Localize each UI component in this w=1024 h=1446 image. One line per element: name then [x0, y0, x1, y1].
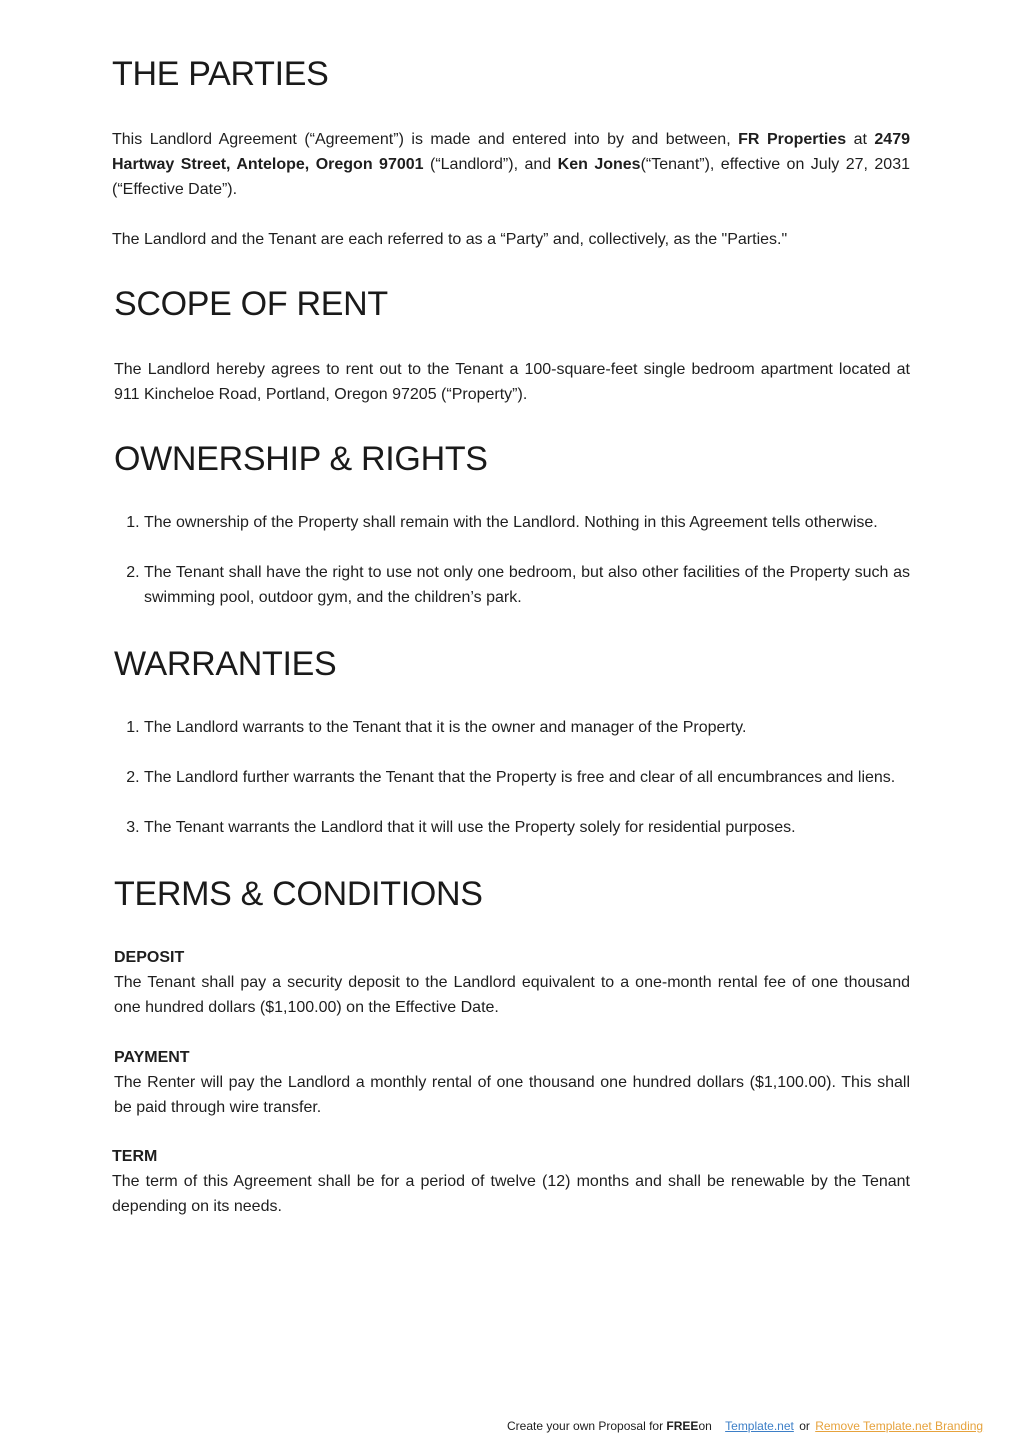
landlord-name: FR Properties: [738, 130, 847, 148]
section-warranties: [114, 644, 910, 840]
scope-text: The Landlord hereby agrees to rent out to the Tenant a 100-square-feet single bedroom apartment located at 911 Kincheloe Road, Portland, Oregon 97205 (“Property”).: [114, 360, 910, 403]
footer-or: or: [799, 1419, 810, 1433]
list-item: 1. The ownership of the Property shall remain with the Landlord. Nothing in this Agreement tells otherwise.: [144, 510, 910, 535]
template-net-link[interactable]: Template.net: [725, 1419, 794, 1433]
payment-text: The Renter will pay the Landlord a monthly rental of one thousand one hundred dollars ($1,100.00). This shall be paid through wire transfer.: [114, 1073, 910, 1116]
section-ownership: [114, 439, 910, 610]
warranties-heading: WARRANTIES: [114, 645, 337, 683]
ownership-heading: OWNERSHIP & RIGHTS: [114, 440, 488, 478]
section-terms: [114, 874, 910, 1120]
section-term: [112, 1144, 910, 1219]
scope-heading: SCOPE OF RENT: [114, 285, 388, 323]
term-title: TERM: [112, 1148, 158, 1165]
tenant-name: Ken Jones: [557, 155, 641, 173]
intro-text-4: (“Tenant”), effective on July 27, 2031 (“Effective Date”).: [112, 155, 911, 198]
list-item: 2. The Tenant shall have the right to use not only one bedroom, but also other facilities of the Property such as swimming pool, outdoor gym, and the children’s park.: [144, 560, 910, 610]
warranties-list: [114, 715, 910, 840]
intro-text-2: at: [846, 130, 875, 148]
ownership-list: [114, 510, 910, 610]
parties-sentence: The Landlord and the Tenant are each referred to as a “Party” and, collectively, as the "Parties.": [112, 230, 788, 248]
section-parties: [112, 54, 910, 252]
branding-footer: [507, 1419, 983, 1433]
payment-title: PAYMENT: [114, 1048, 190, 1066]
footer-prefix: Create your own Proposal for: [507, 1419, 667, 1433]
deposit-title: DEPOSIT: [114, 948, 185, 966]
parties-intro-paragraph: [112, 127, 910, 202]
list-item: 1. The Landlord warrants to the Tenant that it is the owner and manager of the Property.: [144, 715, 910, 740]
landlord-address: 2479 Hartway Street, Antelope, Oregon 97001: [112, 130, 910, 173]
list-item: 3. The Tenant warrants the Landlord that it will use the Property solely for residential purposes.: [144, 815, 910, 840]
terms-heading: TERMS & CONDITIONS: [114, 875, 483, 913]
footer-free: FREE: [666, 1419, 699, 1433]
intro-text-1: This Landlord Agreement (“Agreement”) is made and entered into by and between,: [112, 130, 739, 148]
list-item: 2. The Landlord further warrants the Tenant that the Property is free and clear of all encumbrances and liens.: [144, 765, 910, 790]
footer-on: on: [698, 1419, 712, 1433]
remove-branding-link[interactable]: Remove Template.net Branding: [815, 1419, 984, 1433]
section-scope: [114, 284, 910, 407]
term-text: The term of this Agreement shall be for a period of twelve (12) months and shall be renewable by the Tenant depending on its needs.: [112, 1173, 910, 1215]
deposit-text: The Tenant shall pay a security deposit to the Landlord equivalent to a one-month rental fee of one thousand one hundred dollars ($1,100.00) on the Effective Date.: [114, 973, 910, 1016]
parties-heading: THE PARTIES: [112, 55, 329, 93]
intro-text-3: (“Landlord”), and: [423, 155, 558, 173]
